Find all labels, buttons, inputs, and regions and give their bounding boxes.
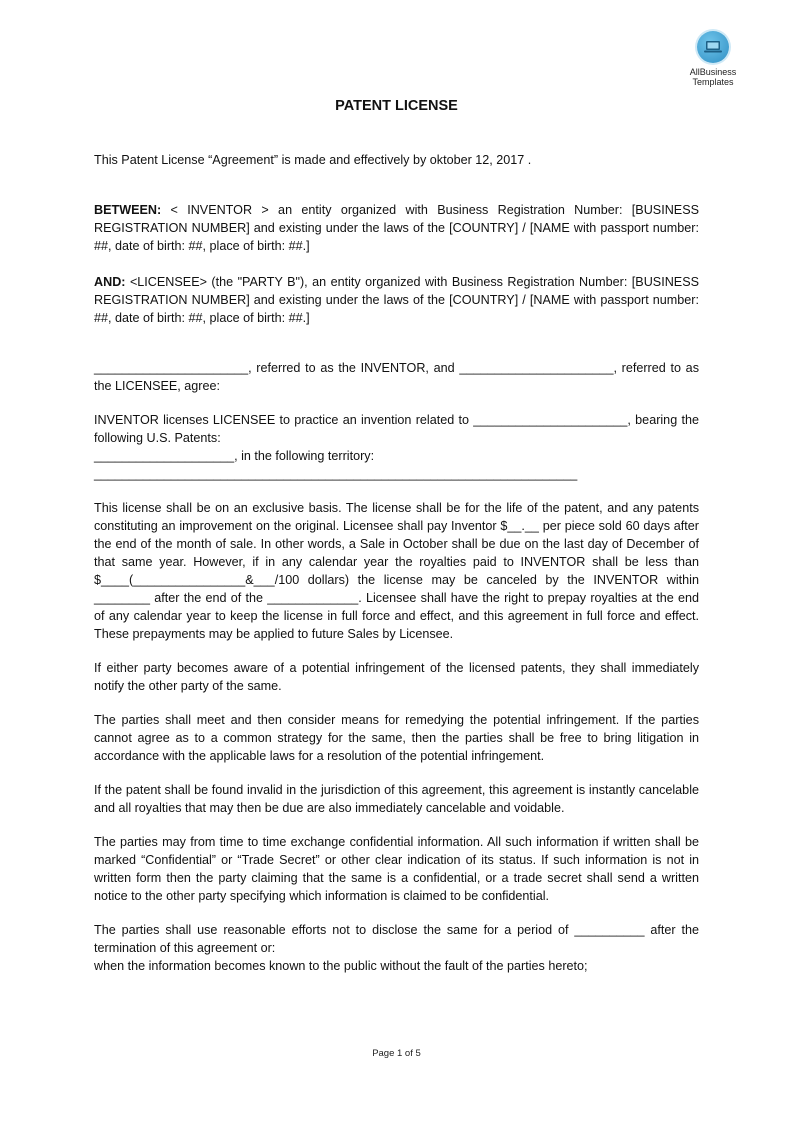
infringement-paragraph: If either party becomes aware of a potential infringement of the licensed patents, they shall immediately notify the other party of the same. (94, 661, 699, 693)
logo-text: AllBusiness Templates (689, 67, 737, 87)
confidential-paragraph: The parties may from time to time exchange confidential information. All such information if written shall be marked “Confidential” or “Trade Secret” or other clear indication of its status. If such information is not in written form then the party claiming that the same is a confidential, or a trade secret shall send a written notice to the other party specifying which information is claimed to be confidential. (94, 835, 699, 903)
invalid-paragraph: If the patent shall be found invalid in the jurisdiction of this agreement, this agreement is instantly cancelable and all royalties that may then be due are also immediately cancelable and voidable. (94, 783, 699, 815)
exclusive-paragraph: This license shall be on an exclusive basis. The license shall be for the life of the patent, and any patents constituting an improvement on the original. Licensee shall pay Inventor $__.__ per piece sold 60 days after the end of the month of sale. In other words, a Sale in October shall be due on the last day of December of that same year. However, if in any calendar year the royalties paid to INVENTOR shall be less than $____(________________&___/100 dollars) the license may be canceled by the INVENTOR within ________ after the end of the _____________. Licensee shall have the right to prepay royalties at the end of any calendar year to keep the license in full force and effect, and this agreement in full force and effect. These prepayments may be applied to future Sales by Licensee. (94, 501, 699, 641)
and-paragraph (94, 273, 699, 327)
patents-line: ____________________, in the following territory: (94, 449, 375, 463)
brand-logo (681, 31, 745, 87)
between-paragraph (94, 201, 699, 255)
and-text: <LICENSEE> (the "PARTY B"), an entity organized with Business Registration Number: [BUSINESS REGISTRATION NUMBER] and existing under the laws of the [COUNTRY] / [NAME with passport number: ##, date of birth: ##, place of birth: ##.] (94, 275, 699, 325)
disclosure-paragraph: The parties shall use reasonable efforts not to disclose the same for a period of __________ after the termination of this agreement or: (94, 923, 699, 955)
parties-paragraph: ______________________, referred to as the INVENTOR, and ______________________, referred to as the LICENSEE, agree: (94, 361, 699, 393)
page-number: Page 1 of 5 (372, 1048, 421, 1059)
territory-line: _____________________________________________________________________ (94, 467, 578, 481)
intro-paragraph: This Patent License “Agreement” is made and effectively by oktober 12, 2017 . (94, 153, 532, 167)
between-text: < INVENTOR > an entity organized with Business Registration Number: [BUSINESS REGISTRATION NUMBER] and existing under the laws of the [COUNTRY] / [NAME with passport number: ##, date of birth: ##, place of birth: ##.] (94, 203, 699, 253)
document-title: PATENT LICENSE (335, 98, 458, 114)
between-label: BETWEEN: (94, 203, 162, 217)
laptop-icon (697, 31, 729, 63)
license-paragraph: INVENTOR licenses LICENSEE to practice an invention related to ______________________, bearing the following U.S. Patents: (94, 413, 699, 445)
document-body (94, 151, 699, 975)
remedy-paragraph: The parties shall meet and then consider means for remedying the potential infringement. If the parties cannot agree as to a common strategy for the same, then the parties shall be free to bring litigation in accordance with the applicable laws for a resolution of the potential infringement. (94, 713, 699, 763)
public-info-line: when the information becomes known to the public without the fault of the parties hereto; (94, 959, 588, 973)
and-label: AND: (94, 275, 126, 289)
